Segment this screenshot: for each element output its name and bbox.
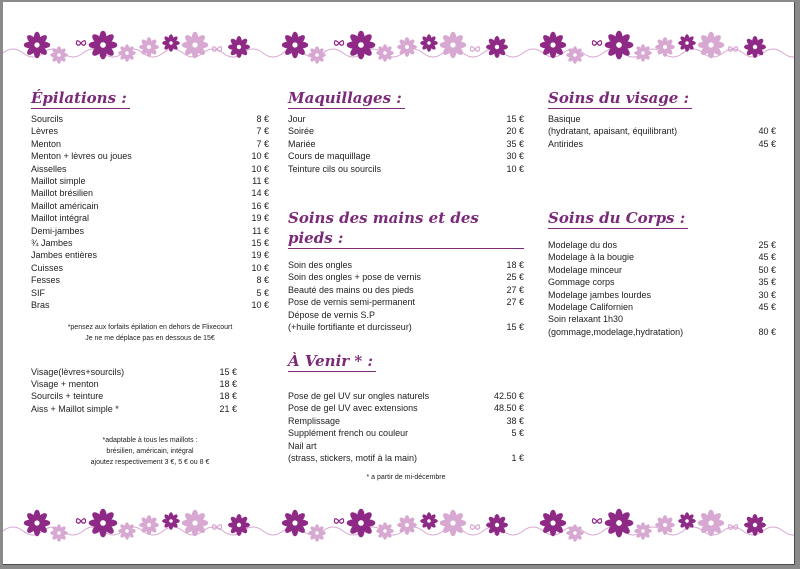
price-row xyxy=(31,138,269,150)
section-title-maquillages: Maquillages : xyxy=(288,88,405,109)
price-list-page xyxy=(3,2,795,565)
flower-icon xyxy=(698,32,724,58)
epilations-list xyxy=(31,113,269,312)
flower-icon xyxy=(139,37,159,57)
item-name: Modelage minceur xyxy=(548,264,623,275)
item-price: 7 € xyxy=(256,126,269,137)
flower-icon xyxy=(540,32,566,58)
price-row xyxy=(288,452,524,464)
item-name: Cuisses xyxy=(31,262,64,273)
item-price: 5 € xyxy=(256,287,269,298)
item-price: 14 € xyxy=(251,188,269,199)
item-name: Maillot brésilien xyxy=(31,188,94,199)
price-row xyxy=(548,264,776,276)
item-name: Gommage corps xyxy=(548,277,615,288)
flower-icon xyxy=(282,32,308,58)
item-name: Demi-jambes xyxy=(31,225,85,236)
flower-icon xyxy=(540,510,566,536)
item-name: Menton + lèvres ou joues xyxy=(31,151,132,162)
item-price: 19 € xyxy=(251,213,269,224)
item-name: Soin relaxant 1h30 xyxy=(548,314,624,325)
item-price: 10 € xyxy=(251,163,269,174)
butterfly-icon xyxy=(470,47,479,52)
flower-icon xyxy=(634,44,652,62)
section-mains-pieds xyxy=(288,208,524,333)
item-price: 5 € xyxy=(511,428,524,439)
item-name: (hydratant, apaisant, équilibrant) xyxy=(548,126,678,137)
flower-icon xyxy=(24,32,50,58)
item-price: 45 € xyxy=(758,302,776,313)
item-price: 10 € xyxy=(251,151,269,162)
item-name: Supplément french ou couleur xyxy=(288,428,409,439)
item-price: 45 € xyxy=(758,138,776,149)
item-name: Remplissage xyxy=(288,415,341,426)
item-price: 40 € xyxy=(758,126,776,137)
item-price: 16 € xyxy=(251,200,269,211)
item-name: Soin des ongles + pose de vernis xyxy=(288,272,421,283)
section-title-a-venir: À Venir * : xyxy=(288,351,376,372)
price-row xyxy=(548,113,776,125)
item-price: 42.50 € xyxy=(493,391,524,401)
item-name: SIF xyxy=(31,287,46,298)
price-row xyxy=(288,113,524,125)
section-maquillages xyxy=(288,88,524,175)
item-name: Aisselles xyxy=(31,163,67,174)
flower-icon xyxy=(282,510,308,536)
item-price: 18 € xyxy=(506,260,524,270)
item-price: 10 € xyxy=(506,163,524,174)
item-name: Pose de gel UV avec extensions xyxy=(288,403,418,414)
item-price: 8 € xyxy=(256,275,269,286)
price-row xyxy=(31,200,269,212)
item-name: Lèvres xyxy=(31,126,59,137)
price-row xyxy=(288,150,524,162)
section-soins-corps xyxy=(548,208,776,338)
item-price: 27 € xyxy=(506,297,524,308)
item-name: Dépose de vernis S.P xyxy=(288,309,376,320)
item-price: 10 € xyxy=(251,300,269,311)
item-name: Pose de gel UV sur ongles naturels xyxy=(288,391,430,401)
flower-icon xyxy=(420,34,438,52)
price-row xyxy=(31,150,269,162)
item-name: (+huile fortifiante et durcisseur) xyxy=(288,322,412,333)
price-row xyxy=(548,239,776,251)
flower-icon xyxy=(50,524,68,542)
flower-icon xyxy=(89,509,118,538)
flower-icon xyxy=(566,524,584,542)
price-row xyxy=(288,296,524,308)
item-name: Antirides xyxy=(548,138,584,149)
item-name: Soin des ongles xyxy=(288,260,353,270)
item-price: 25 € xyxy=(758,240,776,250)
price-row xyxy=(548,138,776,150)
price-row xyxy=(31,378,237,390)
note-forfaits: *pensez aux forfaits épilation en dehors de Flixecourt xyxy=(67,323,233,331)
price-row xyxy=(288,440,524,452)
section-title-soins-visage: Soins du visage : xyxy=(548,88,692,109)
item-name: Beauté des mains ou des pieds xyxy=(288,284,414,295)
flower-icon xyxy=(634,522,652,540)
item-name: Visage + menton xyxy=(31,378,99,389)
flower-icon xyxy=(347,509,376,538)
price-row xyxy=(288,309,524,321)
price-row xyxy=(548,125,776,137)
item-price: 19 € xyxy=(251,250,269,261)
item-price: 11 € xyxy=(252,225,269,236)
mains-pieds-list xyxy=(288,259,524,333)
price-row xyxy=(288,284,524,296)
flower-icon xyxy=(605,509,634,538)
flower-icon xyxy=(50,46,68,64)
item-price: 80 € xyxy=(758,326,776,337)
price-row xyxy=(31,225,269,237)
item-price: 15 € xyxy=(506,114,524,124)
price-row xyxy=(31,366,237,378)
flower-icon xyxy=(376,522,394,540)
section-title-soins-corps: Soins du Corps : xyxy=(548,208,688,229)
item-price: 38 € xyxy=(506,415,524,426)
price-row xyxy=(31,299,269,311)
price-row xyxy=(288,163,524,175)
item-price: 30 € xyxy=(506,151,524,162)
item-price: 25 € xyxy=(506,272,524,283)
item-name: Modelage jambes lourdes xyxy=(548,289,652,300)
price-row xyxy=(31,125,269,137)
item-price: 18 € xyxy=(219,378,237,389)
price-row xyxy=(288,415,524,427)
flower-icon xyxy=(182,510,208,536)
price-row xyxy=(31,262,269,274)
item-name: Menton xyxy=(31,138,62,149)
floral-border-top xyxy=(3,29,794,69)
price-row xyxy=(288,271,524,283)
price-row xyxy=(31,212,269,224)
flower-icon xyxy=(420,512,438,530)
flower-icon xyxy=(308,46,326,64)
price-row xyxy=(31,237,269,249)
item-price: 15 € xyxy=(219,366,237,377)
soins-visage-list xyxy=(548,113,776,150)
note-maillots-2: brésilien, américain, intégral xyxy=(106,448,194,456)
price-row xyxy=(31,274,269,286)
item-price: 30 € xyxy=(758,289,776,300)
item-price: 20 € xyxy=(506,126,524,137)
price-row xyxy=(548,301,776,313)
price-row xyxy=(31,175,269,187)
flower-icon xyxy=(228,514,250,536)
item-name: Cours de maquillage xyxy=(288,151,371,162)
item-price: 15 € xyxy=(506,322,524,333)
column-soins xyxy=(548,88,776,388)
butterfly-icon xyxy=(592,41,601,46)
price-row xyxy=(288,138,524,150)
item-name: (gommage,modelage,hydratation) xyxy=(548,326,684,337)
column-epilations xyxy=(31,88,269,468)
flower-icon xyxy=(566,46,584,64)
item-price: 1 € xyxy=(511,453,524,464)
price-row xyxy=(31,187,269,199)
flower-icon xyxy=(486,36,508,58)
item-price: 18 € xyxy=(219,391,237,402)
butterfly-icon xyxy=(470,525,479,530)
price-row xyxy=(31,249,269,261)
section-soins-visage xyxy=(548,88,776,150)
price-row xyxy=(548,276,776,288)
item-name: Nail art xyxy=(288,440,317,451)
item-price: 7 € xyxy=(256,138,269,149)
flower-icon xyxy=(678,34,696,52)
section-title-epilations: Épilations : xyxy=(31,88,130,109)
note-maillots-3: ajoutez respectivement 3 €, 5 € ou 8 € xyxy=(90,459,210,467)
flower-icon xyxy=(655,37,675,57)
flower-icon xyxy=(744,514,766,536)
note-deplacement: Je ne me déplace pas en dessous de 15€ xyxy=(85,334,215,342)
note-maillots-1: *adaptable à tous les maillots : xyxy=(102,437,198,445)
item-name: Visage(lèvres+sourcils) xyxy=(31,366,125,377)
column-middle xyxy=(288,88,524,508)
flower-icon xyxy=(182,32,208,58)
item-price: 8 € xyxy=(256,114,269,124)
price-row xyxy=(31,287,269,299)
item-name: Modelage Californien xyxy=(548,302,634,313)
item-price: 11 € xyxy=(252,176,269,187)
flower-icon xyxy=(139,515,159,535)
item-name: Modelage à la bougie xyxy=(548,252,635,263)
item-price: 10 € xyxy=(251,262,269,273)
item-name: Sourcils xyxy=(31,114,64,124)
item-price: 35 € xyxy=(506,138,524,149)
price-row xyxy=(288,427,524,439)
flower-icon xyxy=(655,515,675,535)
item-name: ¾ Jambes xyxy=(31,238,73,249)
item-name: Maillot intégral xyxy=(31,213,90,224)
butterfly-icon xyxy=(334,519,343,524)
price-row xyxy=(548,326,776,338)
price-row xyxy=(288,390,524,402)
forfaits-list xyxy=(31,366,237,416)
price-row xyxy=(288,259,524,271)
item-price: 48.50 € xyxy=(493,403,524,414)
item-price: 21 € xyxy=(219,403,237,414)
flower-icon xyxy=(89,31,118,60)
floral-border-bottom xyxy=(3,507,794,547)
flower-icon xyxy=(162,34,180,52)
price-row xyxy=(548,313,776,325)
section-a-venir xyxy=(288,351,524,483)
flower-icon xyxy=(118,44,136,62)
flower-icon xyxy=(698,510,724,536)
flower-icon xyxy=(744,36,766,58)
price-row xyxy=(288,402,524,414)
price-row xyxy=(31,163,269,175)
flower-icon xyxy=(347,31,376,60)
flower-icon xyxy=(24,510,50,536)
item-name: Teinture cils ou sourcils xyxy=(288,163,382,174)
flower-icon xyxy=(308,524,326,542)
section-title-mains-pieds: Soins des mains et des pieds : xyxy=(288,208,524,249)
flower-icon xyxy=(486,514,508,536)
item-name: Jour xyxy=(288,114,306,124)
price-row xyxy=(31,113,269,125)
item-price: 15 € xyxy=(251,238,269,249)
item-name: Jambes entières xyxy=(31,250,98,261)
maquillages-list xyxy=(288,113,524,175)
flower-icon xyxy=(162,512,180,530)
item-name: Aiss + Maillot simple * xyxy=(31,403,119,414)
note-a-venir: * a partir de mi-décembre xyxy=(366,474,446,482)
item-price: 27 € xyxy=(506,284,524,295)
item-price: 35 € xyxy=(758,277,776,288)
flower-icon xyxy=(397,515,417,535)
item-name: Fesses xyxy=(31,275,61,286)
item-name: Maillot américain xyxy=(31,200,99,211)
item-name: Bras xyxy=(31,300,50,311)
flower-icon xyxy=(440,32,466,58)
flower-icon xyxy=(678,512,696,530)
item-name: Basique xyxy=(548,114,581,124)
item-price: 50 € xyxy=(758,264,776,275)
flower-icon xyxy=(376,44,394,62)
flower-icon xyxy=(118,522,136,540)
price-row xyxy=(31,390,237,402)
item-name: Modelage du dos xyxy=(548,240,618,250)
item-name: Maillot simple xyxy=(31,176,86,187)
soins-corps-list xyxy=(548,239,776,338)
price-row xyxy=(31,403,237,415)
flower-icon xyxy=(397,37,417,57)
item-price: 45 € xyxy=(758,252,776,263)
a-venir-list xyxy=(288,390,524,464)
item-name: Pose de vernis semi-permanent xyxy=(288,297,416,308)
flower-icon xyxy=(228,36,250,58)
butterfly-icon xyxy=(76,41,85,46)
price-row xyxy=(548,251,776,263)
flower-icon xyxy=(440,510,466,536)
price-row xyxy=(288,321,524,333)
price-row xyxy=(288,125,524,137)
item-name: Mariée xyxy=(288,138,316,149)
butterfly-icon xyxy=(592,519,601,524)
butterfly-icon xyxy=(334,41,343,46)
butterfly-icon xyxy=(76,519,85,524)
flower-icon xyxy=(605,31,634,60)
item-name: Sourcils + teinture xyxy=(31,391,104,402)
item-name: (strass, stickers, motif à la main) xyxy=(288,453,418,464)
price-row xyxy=(548,289,776,301)
item-name: Soirée xyxy=(288,126,315,137)
